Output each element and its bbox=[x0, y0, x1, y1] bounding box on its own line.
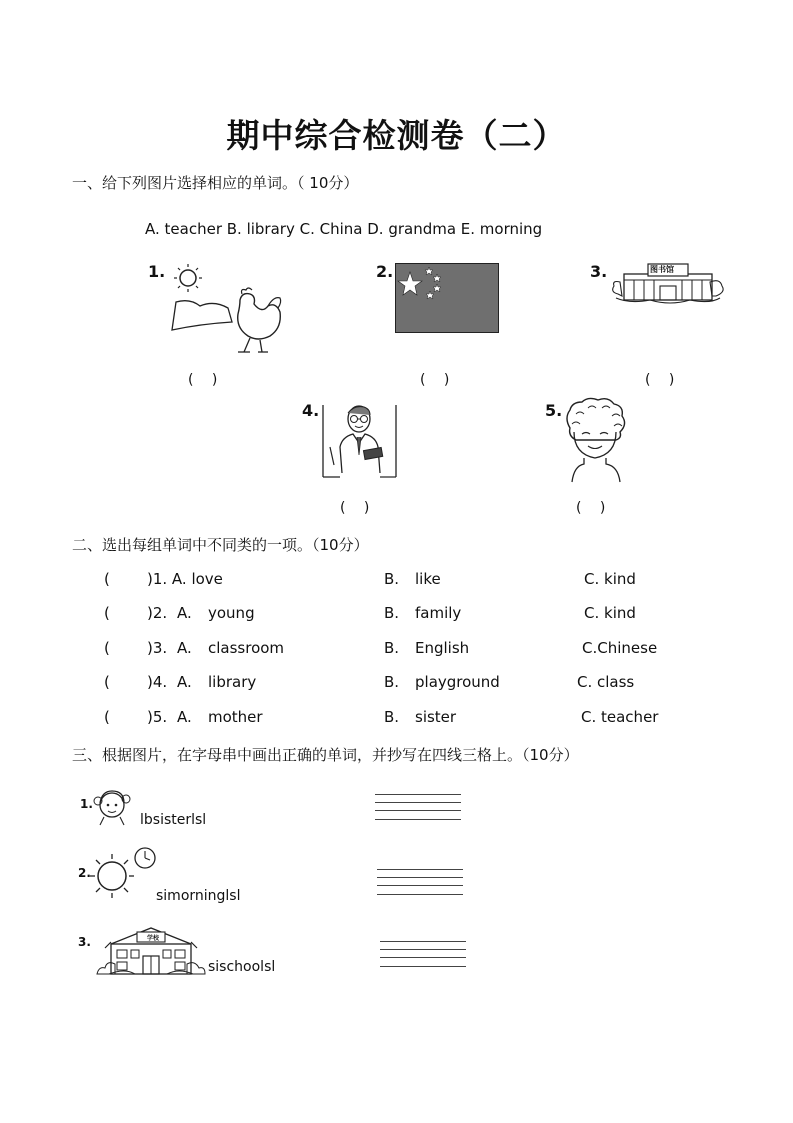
row2-label: )2. bbox=[147, 604, 168, 622]
row4-option-b-label: B. bbox=[384, 673, 400, 691]
row3-option-b-label: B. bbox=[384, 639, 400, 657]
row1-label: )1. A. love bbox=[147, 570, 223, 588]
row3-option-a: classroom bbox=[208, 639, 285, 657]
section1-options: A. teacher B. library C. China D. grandma E. morning bbox=[145, 220, 543, 238]
item1-answer-blank[interactable]: ( ) bbox=[188, 372, 218, 388]
s3-item2-writing-lines[interactable] bbox=[377, 869, 463, 895]
row4-option-a-label: A. bbox=[177, 673, 192, 691]
section3-heading: 三、根据图片，在字母串中画出正确的单词，并抄写在四线三格上。（10分） bbox=[72, 746, 579, 764]
china-flag-icon bbox=[395, 263, 499, 333]
row5-label: )5. bbox=[147, 708, 168, 726]
item5-number: 5. bbox=[545, 401, 563, 420]
row4-option-b: playground bbox=[415, 673, 500, 691]
row3-option-c: C.Chinese bbox=[582, 639, 658, 657]
item2-number: 2. bbox=[376, 262, 394, 281]
sun-rooster-icon bbox=[170, 262, 285, 357]
library-sign-text: 图书馆 bbox=[650, 265, 674, 274]
item2-answer-blank[interactable]: ( ) bbox=[420, 372, 450, 388]
school-sign-text: 学校 bbox=[147, 935, 160, 942]
item4-number: 4. bbox=[302, 401, 320, 420]
row4-label: )4. bbox=[147, 673, 168, 691]
section1-heading: 一、给下列图片选择相应的单词。（ 10分） bbox=[72, 174, 359, 192]
row4-option-c: C. class bbox=[577, 673, 635, 691]
row2-open-paren[interactable]: ( bbox=[104, 604, 110, 622]
item3-number: 3. bbox=[590, 262, 608, 281]
row5-option-b-label: B. bbox=[384, 708, 400, 726]
teacher-icon bbox=[320, 403, 400, 481]
grandma-icon bbox=[562, 398, 632, 484]
row3-option-b: English bbox=[415, 639, 470, 657]
row1-option-c: C. kind bbox=[584, 570, 636, 588]
row3-option-a-label: A. bbox=[177, 639, 192, 657]
item3-answer-blank[interactable]: ( ) bbox=[645, 372, 675, 388]
school-building-icon bbox=[95, 918, 207, 976]
s3-item1-number: 1. bbox=[80, 797, 93, 811]
row1-option-b-label: B. bbox=[384, 570, 400, 588]
row5-option-a: mother bbox=[208, 708, 263, 726]
s3-item3-writing-lines[interactable] bbox=[380, 941, 466, 967]
row5-option-b: sister bbox=[415, 708, 457, 726]
s3-item3-letters: sischoolsl bbox=[208, 959, 276, 975]
row1-open-paren[interactable]: ( bbox=[104, 570, 110, 588]
girl-icon bbox=[92, 785, 134, 827]
row2-option-c: C. kind bbox=[584, 604, 636, 622]
item4-answer-blank[interactable]: ( ) bbox=[340, 500, 370, 516]
s3-item2-number: 2. bbox=[78, 866, 91, 880]
row4-open-paren[interactable]: ( bbox=[104, 673, 110, 691]
row5-option-c: C. teacher bbox=[581, 708, 659, 726]
row2-option-a: young bbox=[208, 604, 255, 622]
row2-option-b-label: B. bbox=[384, 604, 400, 622]
row2-option-b: family bbox=[415, 604, 462, 622]
row3-label: )3. bbox=[147, 639, 168, 657]
row4-option-a: library bbox=[208, 673, 257, 691]
s3-item1-letters: lbsisterlsl bbox=[140, 812, 207, 828]
s3-item2-letters: simorninglsl bbox=[156, 888, 241, 904]
section2-heading: 二、选出每组单词中不同类的一项。（10分） bbox=[72, 536, 369, 554]
sun-clock-icon bbox=[88, 846, 160, 898]
page-title: 期中综合检测卷（二） bbox=[226, 116, 567, 155]
s3-item1-writing-lines[interactable] bbox=[375, 794, 461, 820]
item1-number: 1. bbox=[148, 262, 166, 281]
row3-open-paren[interactable]: ( bbox=[104, 639, 110, 657]
item5-answer-blank[interactable]: ( ) bbox=[576, 500, 606, 516]
s3-item3-number: 3. bbox=[78, 935, 91, 949]
row1-option-b: like bbox=[415, 570, 441, 588]
row2-option-a-label: A. bbox=[177, 604, 192, 622]
row5-option-a-label: A. bbox=[177, 708, 192, 726]
row5-open-paren[interactable]: ( bbox=[104, 708, 110, 726]
